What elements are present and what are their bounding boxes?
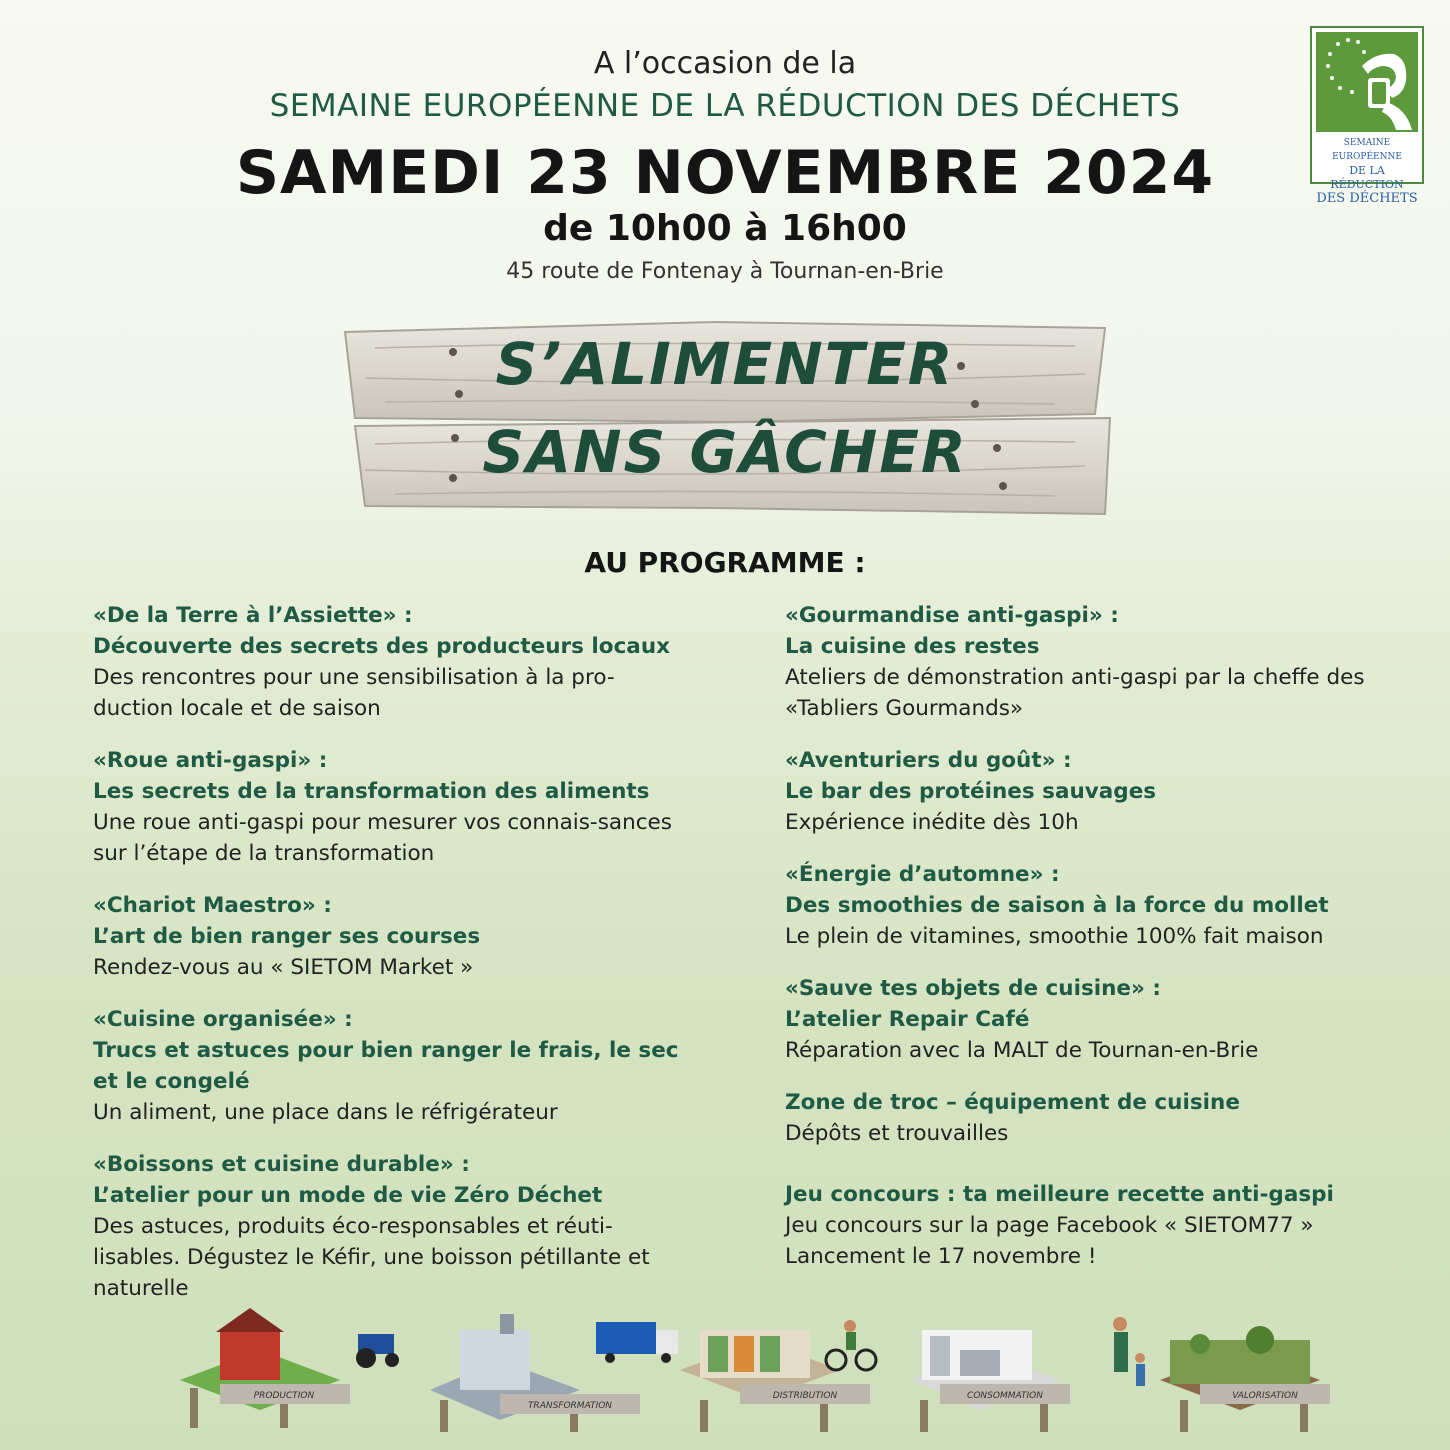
intro-text: A l’occasion de la — [593, 46, 857, 81]
item-subtitle: Découverte des secrets des producteurs locaux — [93, 634, 670, 659]
bicycle-icon — [826, 1320, 876, 1370]
item-subtitle: Le bar des protéines sauvages — [785, 779, 1157, 804]
truck-icon — [596, 1322, 678, 1363]
item-description: Ateliers de démonstration anti-gaspi par la cheffe des «Tabliers Gourmands» — [785, 665, 1365, 721]
item-description: Une roue anti-gaspi pour mesurer vos connais-sances sur l’étape de la transformation — [93, 810, 672, 866]
item-title: «Roue anti-gaspi» : — [93, 748, 328, 773]
item-title: «Gourmandise anti-gaspi» : — [785, 603, 1119, 628]
program-item — [93, 1149, 683, 1304]
event-address: 45 route de Fontenay à Tournan-en-Brie — [506, 259, 944, 284]
program-item — [785, 973, 1385, 1066]
logo-line-1: SEMAINE EUROPÉENNE — [1332, 138, 1402, 162]
item-description: Expérience inédite dès 10h — [785, 810, 1079, 835]
event-hours: de 10h00 à 16h00 — [543, 208, 907, 249]
item-title: «De la Terre à l’Assiette» : — [93, 603, 413, 628]
sign-title-line-2: SANS GÂCHER — [482, 418, 968, 486]
item-title: «Cuisine organisée» : — [93, 1007, 353, 1032]
stage-label-production: PRODUCTION — [253, 1391, 315, 1401]
distribution-stage — [680, 1330, 870, 1432]
family-icon — [1113, 1317, 1145, 1386]
program-item — [785, 745, 1385, 838]
program-item — [93, 1004, 683, 1128]
program-item — [785, 600, 1385, 724]
item-subtitle: La cuisine des restes — [785, 634, 1040, 659]
production-stage — [180, 1308, 350, 1428]
item-subtitle: Des smoothies de saison à la force du mollet — [785, 893, 1329, 918]
item-title: «Aventuriers du goût» : — [785, 748, 1072, 773]
item-subtitle: Jeu concours : ta meilleure recette anti-gaspi — [785, 1182, 1334, 1207]
item-subtitle: Trucs et astuces pour bien ranger le frais, le sec et le congelé — [93, 1038, 679, 1094]
item-description: Dépôts et trouvailles — [785, 1121, 1009, 1146]
stage-label-valorisation: VALORISATION — [1232, 1391, 1298, 1401]
program-item — [93, 600, 683, 724]
program-item — [785, 859, 1385, 952]
item-description: Le plein de vitamines, smoothie 100% fait maison — [785, 924, 1324, 949]
program-left-column — [93, 600, 683, 1325]
stage-label-consommation: CONSOMMATION — [967, 1391, 1043, 1401]
program-title: AU PROGRAMME : — [584, 546, 866, 579]
program-item — [93, 745, 683, 869]
item-description: Des astuces, produits éco-responsables et réuti-lisables. Dégustez le Kéfir, une boisson pétillante et naturelle — [93, 1214, 650, 1301]
item-description: Réparation avec la MALT de Tournan-en-Brie — [785, 1038, 1259, 1063]
item-title: «Sauve tes objets de cuisine» : — [785, 976, 1161, 1001]
event-name: SEMAINE EUROPÉENNE DE LA RÉDUCTION DES DÉCHETS — [269, 88, 1181, 124]
logo-text — [1312, 136, 1422, 206]
item-title: «Chariot Maestro» : — [93, 893, 332, 918]
item-description: Rendez-vous au « SIETOM Market » — [93, 955, 474, 980]
logo-line-2: DE LA RÉDUCTION — [1330, 164, 1404, 191]
program-item — [785, 1179, 1385, 1272]
item-subtitle: L’art de bien ranger ses courses — [93, 924, 481, 949]
stage-label-transformation: TRANSFORMATION — [527, 1401, 613, 1411]
item-subtitle: L’atelier pour un mode de vie Zéro Déchet — [93, 1183, 603, 1208]
item-title: «Énergie d’automne» : — [785, 862, 1060, 887]
stage-label-distribution: DISTRIBUTION — [772, 1391, 838, 1401]
program-item — [785, 1087, 1385, 1149]
event-date: SAMEDI 23 NOVEMBRE 2024 — [235, 138, 1215, 208]
item-description: Un aliment, une place dans le réfrigérateur — [93, 1100, 558, 1125]
food-chain-illustration — [160, 1300, 1340, 1440]
item-subtitle: Les secrets de la transformation des aliments — [93, 779, 650, 804]
item-subtitle: Zone de troc – équipement de cuisine — [785, 1090, 1240, 1115]
consommation-stage — [910, 1330, 1070, 1432]
tractor-icon — [356, 1334, 399, 1368]
sign-title-line-1: S’ALIMENTER — [495, 330, 955, 398]
serd-logo — [1310, 26, 1424, 206]
item-title: «Boissons et cuisine durable» : — [93, 1152, 470, 1177]
item-description: Des rencontres pour une sensibilisation à la pro-duction locale et de saison — [93, 665, 615, 721]
item-subtitle: L’atelier Repair Café — [785, 1007, 1030, 1032]
item-description: Jeu concours sur la page Facebook « SIETOM77 » Lancement le 17 novembre ! — [785, 1213, 1314, 1269]
program-right-column — [785, 600, 1385, 1293]
valorisation-stage — [1160, 1326, 1330, 1432]
program-item — [93, 890, 683, 983]
hand-trash-stars-icon — [1316, 32, 1418, 132]
logo-line-3: DES DÉCHETS — [1316, 191, 1418, 206]
